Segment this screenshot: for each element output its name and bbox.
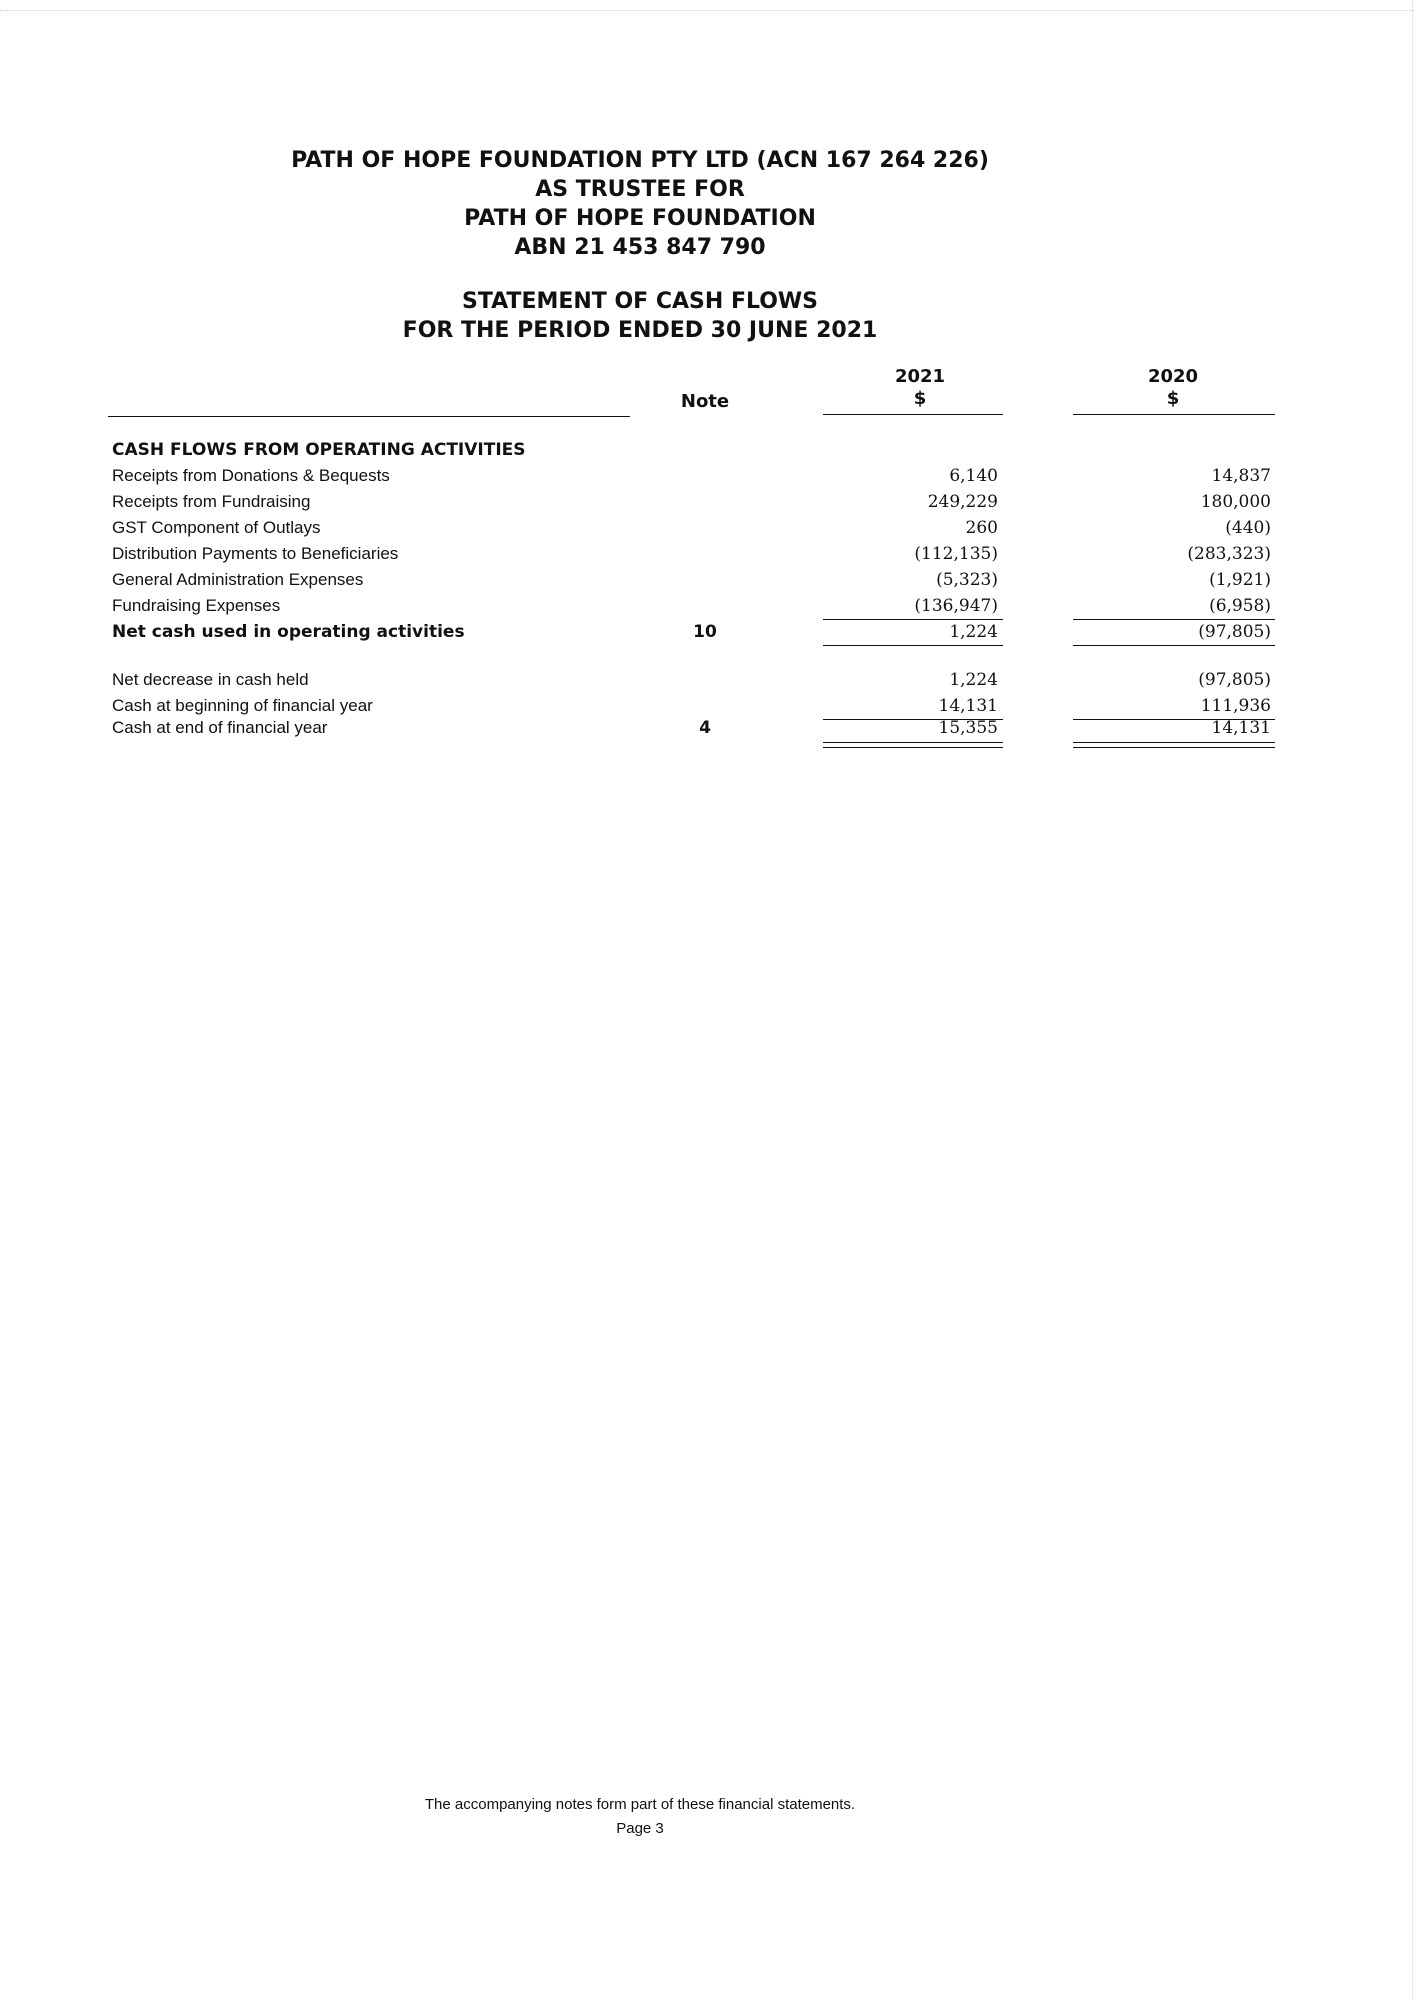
value-2020: (440) (1225, 518, 1271, 538)
scan-top-border (0, 10, 1414, 11)
row-note: 10 (693, 622, 717, 642)
row-label: Distribution Payments to Beneficiaries (112, 544, 399, 563)
col-2020-currency: $ (1166, 388, 1180, 409)
total-rule-2021 (823, 645, 1003, 646)
section-title-row (0, 440, 1414, 466)
table-row (0, 492, 1414, 518)
value-2020: (283,323) (1187, 544, 1271, 564)
double-rule-a-2021 (823, 742, 1003, 743)
col-note: Note (680, 391, 730, 412)
table-row (0, 670, 1414, 696)
value-2021: 15,355 (938, 718, 998, 738)
value-2021: 14,131 (938, 696, 998, 716)
statement-title: STATEMENT OF CASH FLOWS (461, 289, 819, 314)
value-2020: (97,805) (1198, 622, 1271, 642)
value-2020: 111,936 (1200, 696, 1271, 716)
value-2021: 1,224 (949, 622, 998, 642)
row-label: Receipts from Donations & Bequests (112, 466, 390, 485)
double-rule-b-2020 (1073, 747, 1275, 748)
statement-period: FOR THE PERIOD ENDED 30 JUNE 2021 (402, 318, 878, 343)
trust-name: PATH OF HOPE FOUNDATION (464, 206, 816, 231)
section-title: CASH FLOWS FROM OPERATING ACTIVITIES (112, 440, 526, 460)
table-row (0, 544, 1414, 570)
row-label: Receipts from Fundraising (112, 492, 311, 511)
row-label: GST Component of Outlays (112, 518, 321, 537)
entity-name: PATH OF HOPE FOUNDATION PTY LTD (ACN 167 264 226) (291, 148, 989, 173)
col-2021-year: 2021 (894, 366, 946, 387)
value-2021: (112,135) (914, 544, 998, 564)
value-2020: 180,000 (1200, 492, 1271, 512)
total-rule-2020 (1073, 645, 1275, 646)
header-rule-label (108, 416, 630, 417)
abn-line: ABN 21 453 847 790 (514, 235, 766, 260)
row-label: Cash at end of financial year (112, 718, 328, 737)
double-rule-b-2021 (823, 747, 1003, 748)
table-row (0, 466, 1414, 492)
value-2020: (97,805) (1198, 670, 1271, 690)
value-2020: 14,837 (1211, 466, 1271, 486)
row-label: Net decrease in cash held (112, 670, 309, 689)
page-number: Page 3 (616, 1820, 664, 1837)
table-row (0, 570, 1414, 596)
header-rule-2020 (1073, 414, 1275, 415)
value-2020: 14,131 (1211, 718, 1271, 738)
row-label: Cash at beginning of financial year (112, 696, 373, 715)
row-label: Net cash used in operating activities (112, 622, 465, 642)
col-2021-currency: $ (913, 388, 927, 409)
header-rule-2021 (823, 414, 1003, 415)
statement-title-block (180, 287, 1100, 345)
cash-end-row (0, 718, 1414, 744)
value-2021: (5,323) (936, 570, 998, 590)
table-row (0, 518, 1414, 544)
subtotal-rule-2021 (823, 619, 1003, 620)
scan-right-border (1412, 0, 1413, 2000)
subtotal-rule-2020 (1073, 619, 1275, 620)
row-note: 4 (699, 718, 711, 738)
value-2021: 1,224 (949, 670, 998, 690)
row-label: General Administration Expenses (112, 570, 364, 589)
as-trustee-line: AS TRUSTEE FOR (535, 177, 745, 202)
value-2021: 249,229 (927, 492, 998, 512)
row-label: Fundraising Expenses (112, 596, 281, 615)
document-header (180, 146, 1100, 262)
double-rule-a-2020 (1073, 742, 1275, 743)
value-2021: 260 (965, 518, 998, 538)
col-2020-year: 2020 (1147, 366, 1199, 387)
value-2020: (6,958) (1209, 596, 1271, 616)
notes-statement: The accompanying notes form part of these financial statements. (424, 1796, 856, 1813)
value-2020: (1,921) (1209, 570, 1271, 590)
value-2021: (136,947) (914, 596, 998, 616)
value-2021: 6,140 (949, 466, 998, 486)
